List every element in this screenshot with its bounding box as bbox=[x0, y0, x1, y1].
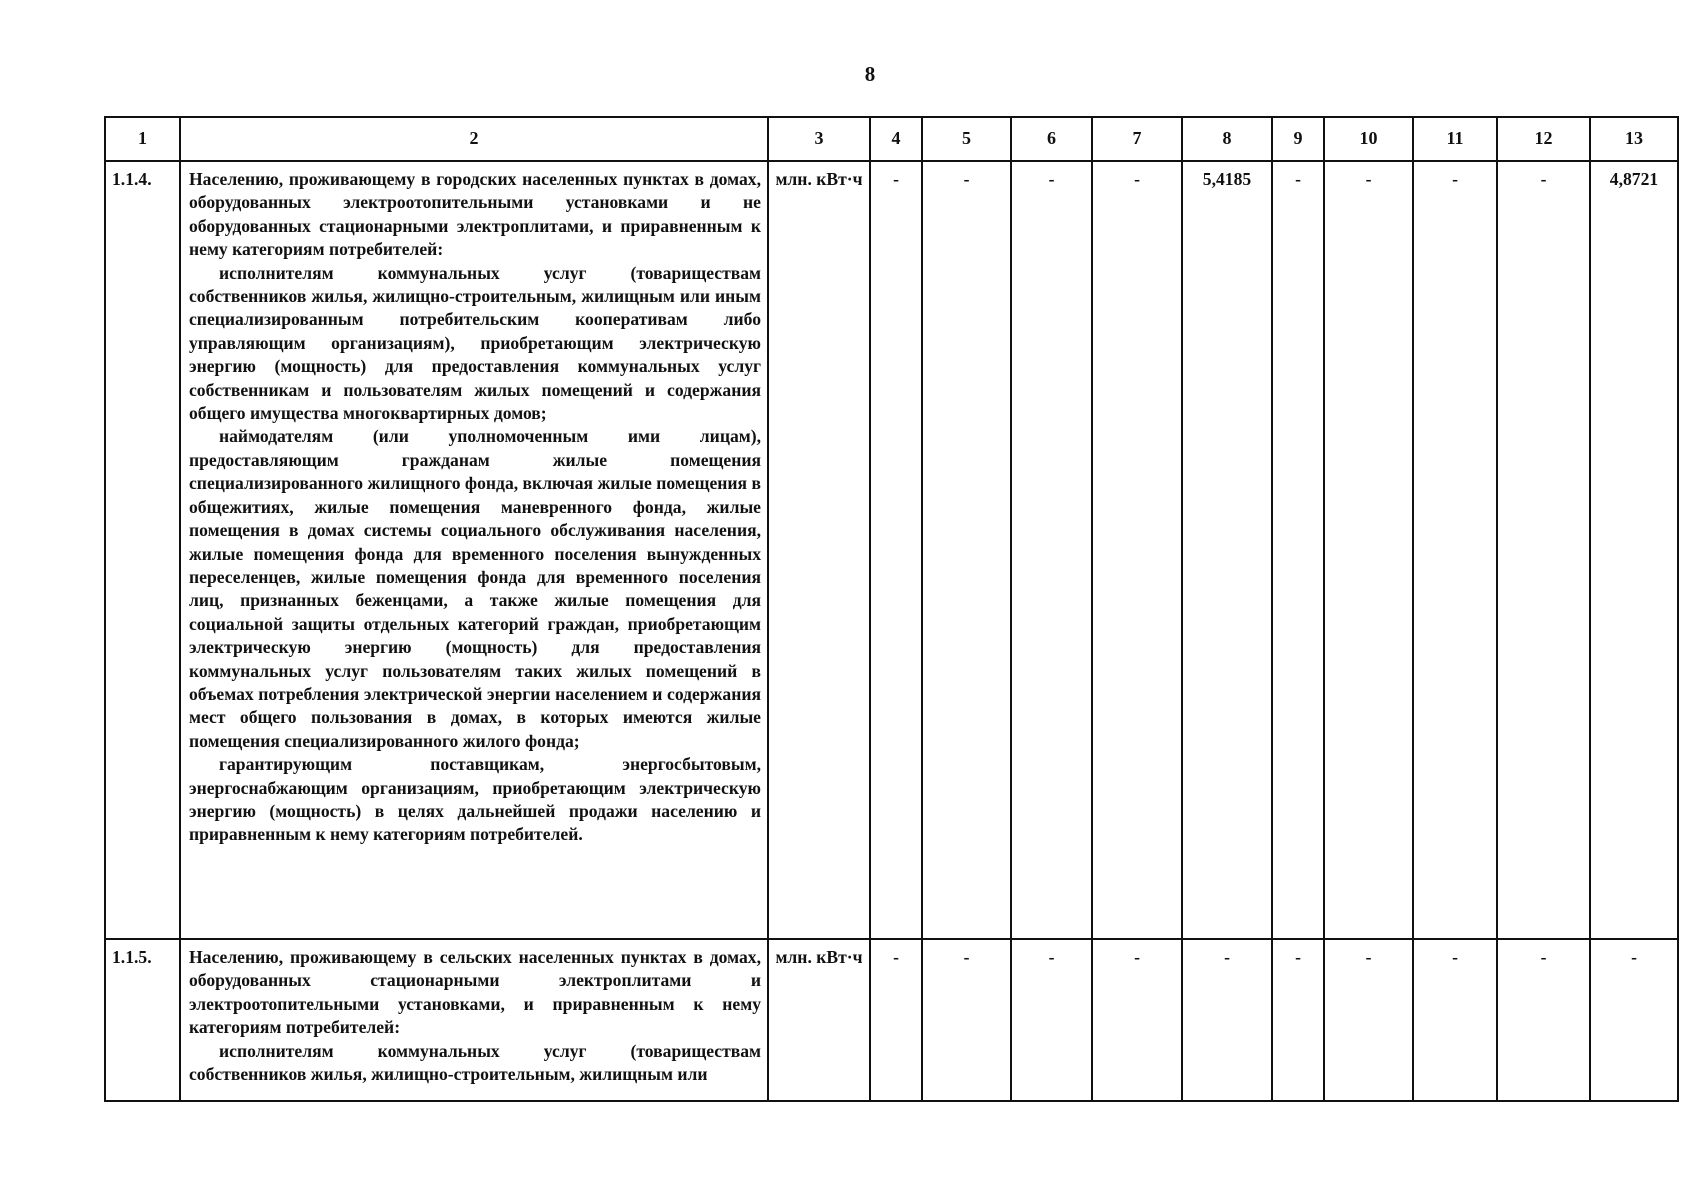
row-description bbox=[180, 939, 768, 1101]
header-cell: 9 bbox=[1272, 117, 1324, 161]
row-description bbox=[180, 161, 768, 939]
value-cell: - bbox=[1011, 939, 1092, 1101]
row-unit: млн. кВт·ч bbox=[768, 161, 870, 939]
header-cell: 3 bbox=[768, 117, 870, 161]
value-cell: - bbox=[870, 161, 922, 939]
row-code: 1.1.5. bbox=[105, 939, 180, 1101]
value-cell: - bbox=[1324, 939, 1413, 1101]
value-cell: - bbox=[1497, 939, 1590, 1101]
header-cell: 2 bbox=[180, 117, 768, 161]
value-cell: - bbox=[1413, 161, 1497, 939]
value-cell: - bbox=[1011, 161, 1092, 939]
table-row bbox=[105, 161, 1678, 939]
header-cell: 4 bbox=[870, 117, 922, 161]
value-cell: 4,8721 bbox=[1590, 161, 1678, 939]
header-cell: 7 bbox=[1092, 117, 1182, 161]
description-paragraph: исполнителям коммунальных услуг (товариществам собственников жилья, жилищно-строительным, жилищным или иным специализированным потребительским кооперативам либо управляющим организациям), приобретающим электрическую энергию (мощность) для предоставления коммунальных услуг собственникам и пользователям жилых помещений и содержания общего имущества многоквартирных домов; bbox=[189, 262, 761, 424]
value-cell: - bbox=[922, 939, 1011, 1101]
row-unit: млн. кВт·ч bbox=[768, 939, 870, 1101]
description-paragraph: Населению, проживающему в городских населенных пунктах в домах, оборудованных электроотопительными установками и не оборудованных стационарными электроплитами, и приравненным к нему категориям потребителей: bbox=[189, 169, 761, 260]
description-paragraph: исполнителям коммунальных услуг (товариществам собственников жилья, жилищно-строительным, жилищным или bbox=[189, 1040, 761, 1085]
value-cell: - bbox=[1497, 161, 1590, 939]
header-cell: 5 bbox=[922, 117, 1011, 161]
value-cell: - bbox=[1092, 939, 1182, 1101]
description-paragraph: Населению, проживающему в сельских населенных пунктах в домах, оборудованных стационарными электроплитами и электроотопительными установками, и приравненным к нему категориям потребителей: bbox=[189, 947, 761, 1038]
value-cell: - bbox=[1413, 939, 1497, 1101]
header-cell: 10 bbox=[1324, 117, 1413, 161]
page-number: 8 bbox=[864, 62, 876, 86]
header-cell: 6 bbox=[1011, 117, 1092, 161]
value-cell: - bbox=[1590, 939, 1678, 1101]
value-cell: - bbox=[1272, 161, 1324, 939]
value-cell: - bbox=[1272, 939, 1324, 1101]
header-cell: 13 bbox=[1590, 117, 1678, 161]
value-cell: - bbox=[870, 939, 922, 1101]
header-cell: 11 bbox=[1413, 117, 1497, 161]
header-cell: 8 bbox=[1182, 117, 1272, 161]
table-header-row bbox=[105, 117, 1678, 161]
value-cell: - bbox=[1092, 161, 1182, 939]
value-cell: - bbox=[922, 161, 1011, 939]
description-paragraph: наймодателям (или уполномоченным ими лицам), предоставляющим гражданам жилые помещения специализированного жилищного фонда, включая жилые помещения в общежитиях, жилые помещения маневренного фонда, жилые помещения в домах системы социального обслуживания населения, жилые помещения фонда для временного поселения вынужденных переселенцев, жилые помещения фонда для временного поселения лиц, признанных беженцами, а также жилые помещения для социальной защиты отдельных категорий граждан, приобретающим электрическую энергию (мощность) для предоставления коммунальных услуг пользователям таких жилых помещений в объемах потребления электрической энергии населением и содержания мест общего пользования в домах, в которых имеются жилые помещения специализированного жилого фонда; bbox=[189, 426, 761, 751]
table-row bbox=[105, 939, 1678, 1101]
value-cell: - bbox=[1324, 161, 1413, 939]
header-cell: 12 bbox=[1497, 117, 1590, 161]
value-cell: - bbox=[1182, 939, 1272, 1101]
header-cell: 1 bbox=[105, 117, 180, 161]
description-paragraph: гарантирующим поставщикам, энергосбытовым, энергоснабжающим организациям, приобретающим электрическую энергию (мощность) в целях дальнейшей продажи населению и приравненным к нему категориям потребителей. bbox=[189, 754, 761, 845]
value-cell: 5,4185 bbox=[1182, 161, 1272, 939]
row-code: 1.1.4. bbox=[105, 161, 180, 939]
tariff-table bbox=[104, 116, 1679, 1102]
